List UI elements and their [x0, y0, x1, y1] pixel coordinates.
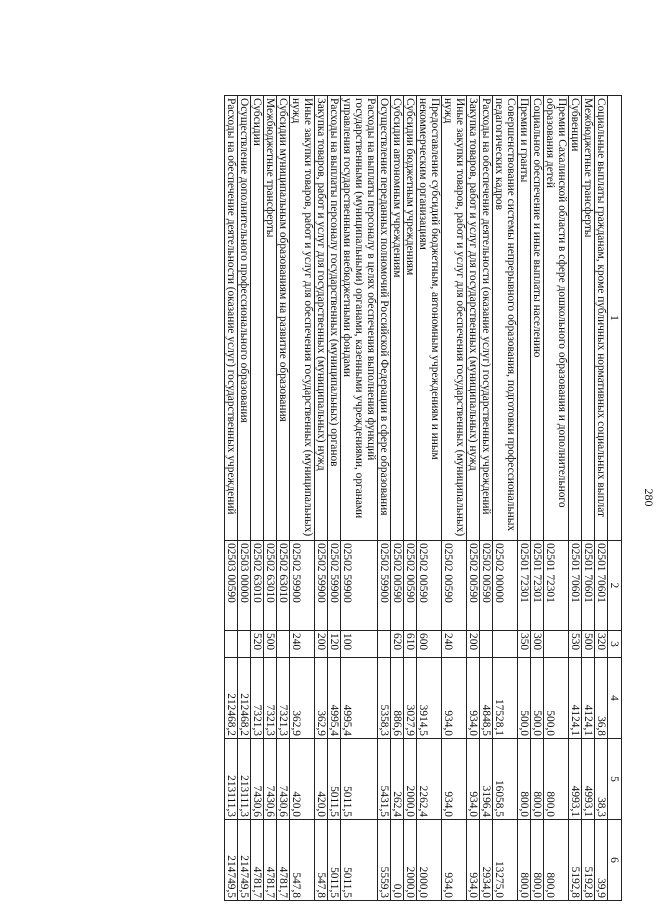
- row-value-2025-cell: 5192,8: [582, 820, 595, 901]
- row-value-2024-cell: 4993,1: [582, 739, 595, 820]
- row-name-cell: Социальное обеспечение и иные выплаты населению: [531, 96, 544, 541]
- row-name-cell: Осуществление дополнительного профессионального образования: [238, 96, 251, 541]
- budget-table: [224, 95, 622, 901]
- row-value-2023-cell: 500,0: [518, 658, 531, 739]
- row-value-2025-cell: 800,0: [518, 820, 531, 901]
- table-row: [238, 96, 251, 901]
- row-name-cell: Расходы на выплаты персоналу в целях обеспечения выполнения функций государственными (муниципальными) органами, казенными учреждениями, органами управления государственными внебюджетными фондами: [341, 96, 378, 541]
- row-code-cell: 02502 00000: [493, 541, 518, 631]
- table-row: [467, 96, 480, 901]
- row-value-2023-cell: 3027,9: [404, 658, 417, 739]
- row-name-cell: Расходы на выплаты персоналу государственных (муниципальных) органов: [328, 96, 341, 541]
- row-value-2023-cell: 934,0: [442, 658, 467, 739]
- row-value-2024-cell: 5011,5: [328, 739, 341, 820]
- row-value-2024-cell: 7430,6: [277, 739, 290, 820]
- column-header: 3: [608, 631, 622, 658]
- row-vr-cell: 500: [582, 631, 595, 658]
- row-code-cell: 02501 72301: [518, 541, 531, 631]
- row-value-2025-cell: 4781,7: [251, 820, 264, 901]
- column-header: 6: [608, 820, 622, 901]
- row-value-2024-cell: 262,4: [391, 739, 404, 820]
- row-name-cell: Субсидии: [251, 96, 264, 541]
- row-code-cell: 02502 59900: [378, 541, 391, 631]
- page-number: 280: [642, 488, 656, 507]
- row-value-2023-cell: 212468,2: [238, 658, 251, 739]
- row-value-2025-cell: 547,8: [315, 820, 328, 901]
- column-header: 4: [608, 658, 622, 739]
- row-value-2025-cell: 39,9: [595, 820, 608, 901]
- table-row: [290, 96, 315, 901]
- table-row: [544, 96, 569, 901]
- row-code-cell: 02501 70601: [582, 541, 595, 631]
- row-code-cell: 02502 59900: [290, 541, 315, 631]
- table-row: [417, 96, 442, 901]
- row-vr-cell: 300: [531, 631, 544, 658]
- row-value-2025-cell: 547,8: [290, 820, 315, 901]
- row-value-2025-cell: 5192,8: [569, 820, 582, 901]
- row-value-2025-cell: 5559,3: [378, 820, 391, 901]
- row-name-cell: Расходы на обеспечение деятельности (оказание услуг) государственных учреждений: [480, 96, 493, 541]
- row-value-2023-cell: 500,0: [544, 658, 569, 739]
- row-value-2025-cell: 5011,5: [328, 820, 341, 901]
- row-value-2024-cell: 4993,1: [569, 739, 582, 820]
- row-vr-cell: [493, 631, 518, 658]
- row-value-2024-cell: 38,3: [595, 739, 608, 820]
- row-vr-cell: 350: [518, 631, 531, 658]
- row-vr-cell: 520: [251, 631, 264, 658]
- row-code-cell: 02502 00590: [467, 541, 480, 631]
- row-value-2023-cell: 7321,3: [277, 658, 290, 739]
- row-value-2025-cell: 800,0: [544, 820, 569, 901]
- row-value-2024-cell: 2262,4: [417, 739, 442, 820]
- row-value-2025-cell: 4781,7: [277, 820, 290, 901]
- row-code-cell: 02502 00590: [480, 541, 493, 631]
- row-vr-cell: [277, 631, 290, 658]
- row-name-cell: Премии Сахалинской области в сфере дошкольного образования и дополнительного образования детей: [544, 96, 569, 541]
- table-row: [569, 96, 582, 901]
- table-row: [480, 96, 493, 901]
- row-code-cell: 02501 72301: [531, 541, 544, 631]
- table-row: [531, 96, 544, 901]
- row-name-cell: Расходы на обеспечение деятельности (оказание услуг) государственных учреждений: [225, 96, 238, 541]
- row-value-2024-cell: 5431,5: [378, 739, 391, 820]
- row-value-2025-cell: 800,0: [531, 820, 544, 901]
- row-name-cell: Предоставление субсидий бюджетным, автономным учреждениям и иным некоммерческим организациям: [417, 96, 442, 541]
- row-vr-cell: 620: [391, 631, 404, 658]
- row-value-2023-cell: 212468,2: [225, 658, 238, 739]
- row-value-2024-cell: 7430,6: [264, 739, 277, 820]
- row-value-2024-cell: 2000,0: [404, 739, 417, 820]
- row-vr-cell: 500: [264, 631, 277, 658]
- row-value-2023-cell: 7321,3: [264, 658, 277, 739]
- row-code-cell: 02502 00590: [442, 541, 467, 631]
- row-vr-cell: 240: [290, 631, 315, 658]
- table-row: [251, 96, 264, 901]
- row-value-2024-cell: 3196,4: [480, 739, 493, 820]
- row-value-2024-cell: 5011,5: [341, 739, 378, 820]
- row-name-cell: Закупка товаров, работ и услуг для государственных (муниципальных) нужд: [315, 96, 328, 541]
- row-vr-cell: [544, 631, 569, 658]
- row-vr-cell: [480, 631, 493, 658]
- row-value-2025-cell: 214749,5: [238, 820, 251, 901]
- table-row: [264, 96, 277, 901]
- column-header: 5: [608, 739, 622, 820]
- row-value-2023-cell: 4848,5: [480, 658, 493, 739]
- table-row: [442, 96, 467, 901]
- row-value-2025-cell: 2000,0: [404, 820, 417, 901]
- table-row: [404, 96, 417, 901]
- row-value-2023-cell: 4124,1: [569, 658, 582, 739]
- row-name-cell: Субсидии автономным учреждениям: [391, 96, 404, 541]
- row-vr-cell: 610: [404, 631, 417, 658]
- row-value-2023-cell: 934,0: [467, 658, 480, 739]
- row-value-2024-cell: 420,0: [315, 739, 328, 820]
- row-code-cell: 02501 72301: [544, 541, 569, 631]
- row-value-2025-cell: 2934,0: [480, 820, 493, 901]
- row-vr-cell: [238, 631, 251, 658]
- row-value-2024-cell: 7430,6: [251, 739, 264, 820]
- row-name-cell: Межбюджетные трансферты: [264, 96, 277, 541]
- row-value-2023-cell: 362,9: [290, 658, 315, 739]
- row-code-cell: 02502 63010: [277, 541, 290, 631]
- row-name-cell: Иные закупки товаров, работ и услуг для обеспечения государственных (муниципальных) нужд: [442, 96, 467, 541]
- table-row: [277, 96, 290, 901]
- row-value-2024-cell: 213111,3: [238, 739, 251, 820]
- row-name-cell: Осуществление переданных полномочий Российской Федерации в сфере образования: [378, 96, 391, 541]
- row-name-cell: Премии и гранты: [518, 96, 531, 541]
- row-value-2023-cell: 4995,4: [341, 658, 378, 739]
- row-code-cell: 02502 00590: [404, 541, 417, 631]
- row-code-cell: 02503 00590: [225, 541, 238, 631]
- row-vr-cell: 100: [341, 631, 378, 658]
- rotated-page: [102, 95, 656, 900]
- row-code-cell: 02502 59900: [328, 541, 341, 631]
- row-value-2025-cell: 4781,7: [264, 820, 277, 901]
- row-vr-cell: 120: [328, 631, 341, 658]
- row-name-cell: Субсидии муниципальным образованиям на развитие образования: [277, 96, 290, 541]
- row-name-cell: Совершенствование системы непрерывного образования, подготовки профессиональных педагогических кадров: [493, 96, 518, 541]
- row-value-2023-cell: 7321,3: [251, 658, 264, 739]
- row-value-2024-cell: 800,0: [544, 739, 569, 820]
- row-name-cell: Иные закупки товаров, работ и услуг для обеспечения государственных (муниципальных) нужд: [290, 96, 315, 541]
- table-row: [328, 96, 341, 901]
- table-row: [315, 96, 328, 901]
- row-value-2025-cell: 2000,0: [417, 820, 442, 901]
- row-vr-cell: 240: [442, 631, 467, 658]
- table-row: [341, 96, 378, 901]
- row-value-2024-cell: 16058,5: [493, 739, 518, 820]
- row-code-cell: 02502 63010: [264, 541, 277, 631]
- column-header: 2: [608, 541, 622, 631]
- row-name-cell: Закупка товаров, работ и услуг для государственных (муниципальных) нужд: [467, 96, 480, 541]
- row-value-2024-cell: 934,0: [442, 739, 467, 820]
- row-code-cell: 02502 63010: [251, 541, 264, 631]
- row-value-2023-cell: 5358,3: [378, 658, 391, 739]
- row-vr-cell: [225, 631, 238, 658]
- table-row: [582, 96, 595, 901]
- row-code-cell: 02502 59900: [341, 541, 378, 631]
- row-value-2025-cell: 934,0: [442, 820, 467, 901]
- row-value-2023-cell: 500,0: [531, 658, 544, 739]
- row-name-cell: Социальные выплаты гражданам, кроме публичных нормативных социальных выплат: [595, 96, 608, 541]
- header-row: [608, 96, 622, 901]
- row-value-2024-cell: 800,0: [518, 739, 531, 820]
- row-value-2023-cell: 886,6: [391, 658, 404, 739]
- column-header: 1: [608, 96, 622, 541]
- table-row: [378, 96, 391, 901]
- row-value-2025-cell: 0,0: [391, 820, 404, 901]
- row-vr-cell: 200: [467, 631, 480, 658]
- row-vr-cell: [378, 631, 391, 658]
- row-code-cell: 02502 00590: [391, 541, 404, 631]
- row-name-cell: Субвенции: [569, 96, 582, 541]
- table-row: [391, 96, 404, 901]
- row-value-2025-cell: 214749,5: [225, 820, 238, 901]
- row-name-cell: Межбюджетные трансферты: [582, 96, 595, 541]
- row-value-2023-cell: 17528,1: [493, 658, 518, 739]
- row-value-2025-cell: 934,0: [467, 820, 480, 901]
- table-row: [225, 96, 238, 901]
- row-vr-cell: 530: [569, 631, 582, 658]
- row-value-2023-cell: 36,8: [595, 658, 608, 739]
- row-value-2024-cell: 934,0: [467, 739, 480, 820]
- row-value-2024-cell: 800,0: [531, 739, 544, 820]
- table-row: [493, 96, 518, 901]
- row-value-2023-cell: 4124,1: [582, 658, 595, 739]
- row-name-cell: Субсидии бюджетным учреждениям: [404, 96, 417, 541]
- row-value-2023-cell: 4995,4: [328, 658, 341, 739]
- row-vr-cell: 320: [595, 631, 608, 658]
- row-value-2024-cell: 420,0: [290, 739, 315, 820]
- row-code-cell: 02501 70601: [569, 541, 582, 631]
- row-code-cell: 02503 00000: [238, 541, 251, 631]
- table-row: [595, 96, 608, 901]
- row-value-2024-cell: 213111,3: [225, 739, 238, 820]
- row-code-cell: 02501 70601: [595, 541, 608, 631]
- row-value-2023-cell: 3914,5: [417, 658, 442, 739]
- row-vr-cell: 200: [315, 631, 328, 658]
- row-vr-cell: 600: [417, 631, 442, 658]
- row-value-2023-cell: 362,9: [315, 658, 328, 739]
- table-row: [518, 96, 531, 901]
- row-value-2025-cell: 13275,0: [493, 820, 518, 901]
- row-code-cell: 02502 00590: [417, 541, 442, 631]
- row-value-2025-cell: 5011,5: [341, 820, 378, 901]
- row-code-cell: 02502 59900: [315, 541, 328, 631]
